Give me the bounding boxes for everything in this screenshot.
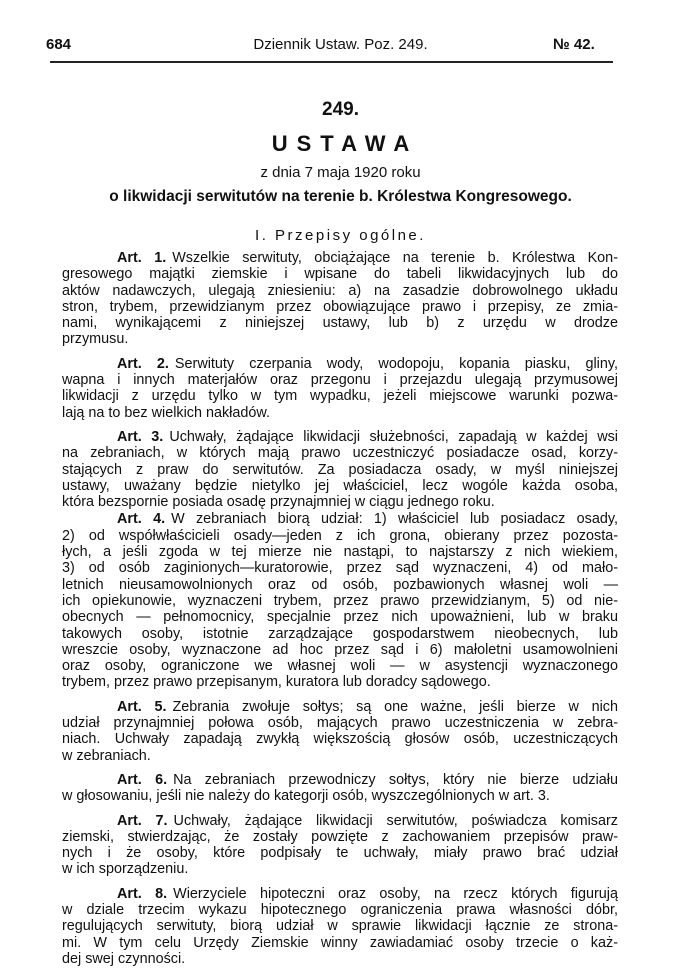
article-3 bbox=[62, 429, 618, 510]
running-header bbox=[0, 36, 681, 56]
article-text: w zebraniach. bbox=[62, 747, 151, 764]
text-line bbox=[62, 445, 618, 461]
text-line bbox=[62, 315, 618, 331]
article-text: Wszelkie serwituty, obciążające na terenie b. Królestwa Kon- bbox=[172, 250, 618, 266]
article-label: Art. 7. bbox=[117, 812, 168, 829]
article-text: 3) od osób zaginionych—kuratorowie, przez sąd wyznaczeni, 4) od mało- bbox=[62, 560, 618, 577]
text-line bbox=[62, 935, 618, 951]
text-line bbox=[62, 388, 618, 404]
journal-title: Dziennik Ustaw. Poz. 249. bbox=[253, 36, 428, 53]
article-text: Zebrania zwołuje sołtys; są one ważne, jeśli bierze w nich bbox=[172, 698, 618, 715]
article-text: Wierzyciele hipoteczni oraz osoby, na rzecz których figurują bbox=[173, 885, 618, 902]
article-text: ustawy, uważany będzie nietylko jej właściciel, lecz wogóle każda osoba, bbox=[62, 477, 618, 494]
text-line bbox=[62, 331, 618, 347]
article-label: Art. 4. bbox=[117, 511, 166, 528]
text-line bbox=[62, 593, 618, 609]
article-text: w ich sporządzeniu. bbox=[62, 861, 189, 878]
act-date: z dnia 7 maja 1920 roku bbox=[260, 164, 421, 181]
article-7 bbox=[62, 813, 618, 878]
article-text: stających z praw do serwitutów. Za posiadacza osady, w myśl niniejszej bbox=[62, 461, 618, 478]
text-line bbox=[62, 511, 618, 527]
article-label: Art. 3. bbox=[117, 428, 164, 445]
article-4 bbox=[62, 511, 618, 690]
article-text: w dziale trzecim wykazu hipotecznego ograniczenia prawa własności dóbr, bbox=[62, 901, 618, 918]
text-line bbox=[62, 861, 618, 877]
text-line bbox=[62, 609, 618, 625]
article-text: w głosowaniu, jeśli nie należy do kategorji osób, wyszczególnionych w art. 3. bbox=[62, 788, 550, 805]
text-line bbox=[62, 772, 618, 788]
article-text: trybem, przez prawo przepisanym, kuratora lub doradcy sądowego. bbox=[62, 674, 491, 691]
text-line bbox=[62, 528, 618, 544]
text-line bbox=[62, 250, 618, 266]
article-2 bbox=[62, 356, 618, 421]
text-line bbox=[62, 372, 618, 388]
text-line bbox=[62, 813, 618, 829]
article-text: łych, a jeśli zgoda w tej mierze nie nastąpi, to najstarszy z nich wiekiem, bbox=[62, 544, 618, 561]
article-text: wreszcie osoby, wyznaczone ad hoc przez sąd i 6) małoletni usamowolnieni bbox=[62, 641, 618, 658]
text-line bbox=[62, 699, 618, 715]
article-text: Serwituty czerpania wody, wodopoju, kopania piasku, gliny, bbox=[174, 355, 618, 372]
article-text: Uchwały, żądające likwidacji służebności, zapadają w każdej wsi bbox=[169, 428, 618, 445]
article-label: Art. 1. bbox=[117, 250, 167, 266]
text-line bbox=[62, 951, 618, 967]
article-label: Art. 6. bbox=[117, 771, 168, 788]
text-line bbox=[62, 356, 618, 372]
act-type: USTAWA bbox=[271, 131, 419, 156]
text-line bbox=[62, 544, 618, 560]
text-line bbox=[62, 429, 618, 445]
articles-body bbox=[62, 250, 618, 975]
text-line bbox=[62, 748, 618, 764]
article-text: obecnych — pełnomocnicy, specjalnie przez nich upoważnieni, lub w braku bbox=[62, 609, 618, 626]
article-text: wapna i innych materjałów oraz przegonu i przejazdu ulegają przymusowej bbox=[62, 372, 618, 389]
text-line bbox=[62, 902, 618, 918]
article-text: lają na to bez wielkich nakładów. bbox=[62, 404, 270, 421]
article-text: oraz osoby, ograniczone we własnej woli — w asystencji wyznaczonego bbox=[62, 658, 618, 675]
act-subject: o likwidacji serwitutów na terenie b. Królestwa Kongresowego. bbox=[109, 188, 572, 205]
article-text: takowych osoby, istotnie zarządzające gospodarstwem nieobecnych, lub bbox=[62, 625, 618, 642]
article-text: gresowego majątki ziemskie i wpisane do tabeli likwidacyjnych lub do bbox=[62, 266, 618, 283]
text-line bbox=[62, 658, 618, 674]
article-text: przymusu. bbox=[62, 331, 129, 348]
article-text: regulujących serwituty, biorą udział w sprawie likwidacji łącznie ze strona- bbox=[62, 918, 618, 935]
text-line bbox=[62, 829, 618, 845]
article-text: Uchwały, żądające likwidacji serwitutów, poświadcza komisarz bbox=[173, 812, 618, 829]
article-6 bbox=[62, 772, 618, 805]
header-rule bbox=[50, 61, 613, 63]
issue-number: № 42. bbox=[553, 36, 595, 53]
text-line bbox=[62, 560, 618, 576]
text-line bbox=[62, 674, 618, 690]
article-text: która bezspornie posiada osadę przynajmniej w ciągu jednego roku. bbox=[62, 494, 495, 511]
text-line bbox=[62, 845, 618, 861]
article-text: aktów nadawczych, ulegają zniesieniu: a) na zasadzie dobrowolnego układu bbox=[62, 282, 618, 299]
article-8 bbox=[62, 886, 618, 967]
article-text: nych i że osoby, które podpisały te uchwały, miały prawo brać udział bbox=[62, 845, 618, 862]
text-line bbox=[62, 788, 618, 804]
article-text: Na zebraniach przewodniczy sołtys, który nie bierze udziału bbox=[173, 771, 618, 788]
article-text: ziemski, stwierdzając, że zostały powzięte z zachowaniem przepisów praw- bbox=[62, 828, 618, 845]
text-line bbox=[62, 405, 618, 421]
section-heading: I. Przepisy ogólne. bbox=[255, 227, 426, 244]
article-text: 2) od współwłaścicieli osady—jeden z ich grona, obierany przez pozosta- bbox=[62, 527, 618, 544]
article-text: W zebraniach biorą udział: 1) właściciel lub posiadacz osady, bbox=[171, 511, 618, 528]
text-line bbox=[62, 715, 618, 731]
article-text: likwidacji z urzędu tylko w tym wypadku, jeżeli miejscowe warunki pozwa- bbox=[62, 388, 618, 405]
page-number: 684 bbox=[46, 36, 72, 53]
article-5 bbox=[62, 699, 618, 764]
article-text: stron, trybem, przewidzianym przez obowiązujące prawo i przepisy, ze zmia- bbox=[62, 298, 618, 315]
text-line bbox=[62, 577, 618, 593]
text-line bbox=[62, 626, 618, 642]
article-text: nami, wynikającemi z niniejszej ustawy, lub b) z urzędu w drodze bbox=[62, 315, 618, 332]
act-position: 249. bbox=[322, 99, 359, 120]
text-line bbox=[62, 283, 618, 299]
text-line bbox=[62, 494, 618, 510]
article-text: udział przynajmniej połowa osób, mających prawo uczestniczenia w zebra- bbox=[62, 715, 618, 732]
article-text: letnich nieusamowolnionych oraz od osób, pozbawionych własnej woli — bbox=[62, 576, 618, 593]
text-line bbox=[62, 886, 618, 902]
article-text: ich opiekunowie, wyznaczeni trybem, przez prawo przewidzianym, 5) od nie- bbox=[62, 592, 618, 609]
text-line bbox=[62, 266, 618, 282]
text-line bbox=[62, 478, 618, 494]
text-line bbox=[62, 642, 618, 658]
text-line bbox=[62, 918, 618, 934]
text-line bbox=[62, 299, 618, 315]
article-text: na zebraniach, w których mają prawo uczestniczyć posiadacze osad, korzy- bbox=[62, 445, 618, 462]
article-label: Art. 5. bbox=[117, 698, 167, 715]
article-text: niach. Uchwały zapadają zwykłą większością głosów osób, uczestniczących bbox=[62, 731, 618, 748]
text-line bbox=[62, 731, 618, 747]
article-text: dej swej czynności. bbox=[62, 950, 186, 967]
article-label: Art. 8. bbox=[117, 885, 168, 902]
text-line bbox=[62, 462, 618, 478]
article-text: mi. W tym celu Urzędy Ziemskie winny zawiadamiać osoby trzecie o każ- bbox=[62, 934, 618, 951]
article-label: Art. 2. bbox=[117, 355, 169, 372]
article-1 bbox=[62, 250, 618, 348]
